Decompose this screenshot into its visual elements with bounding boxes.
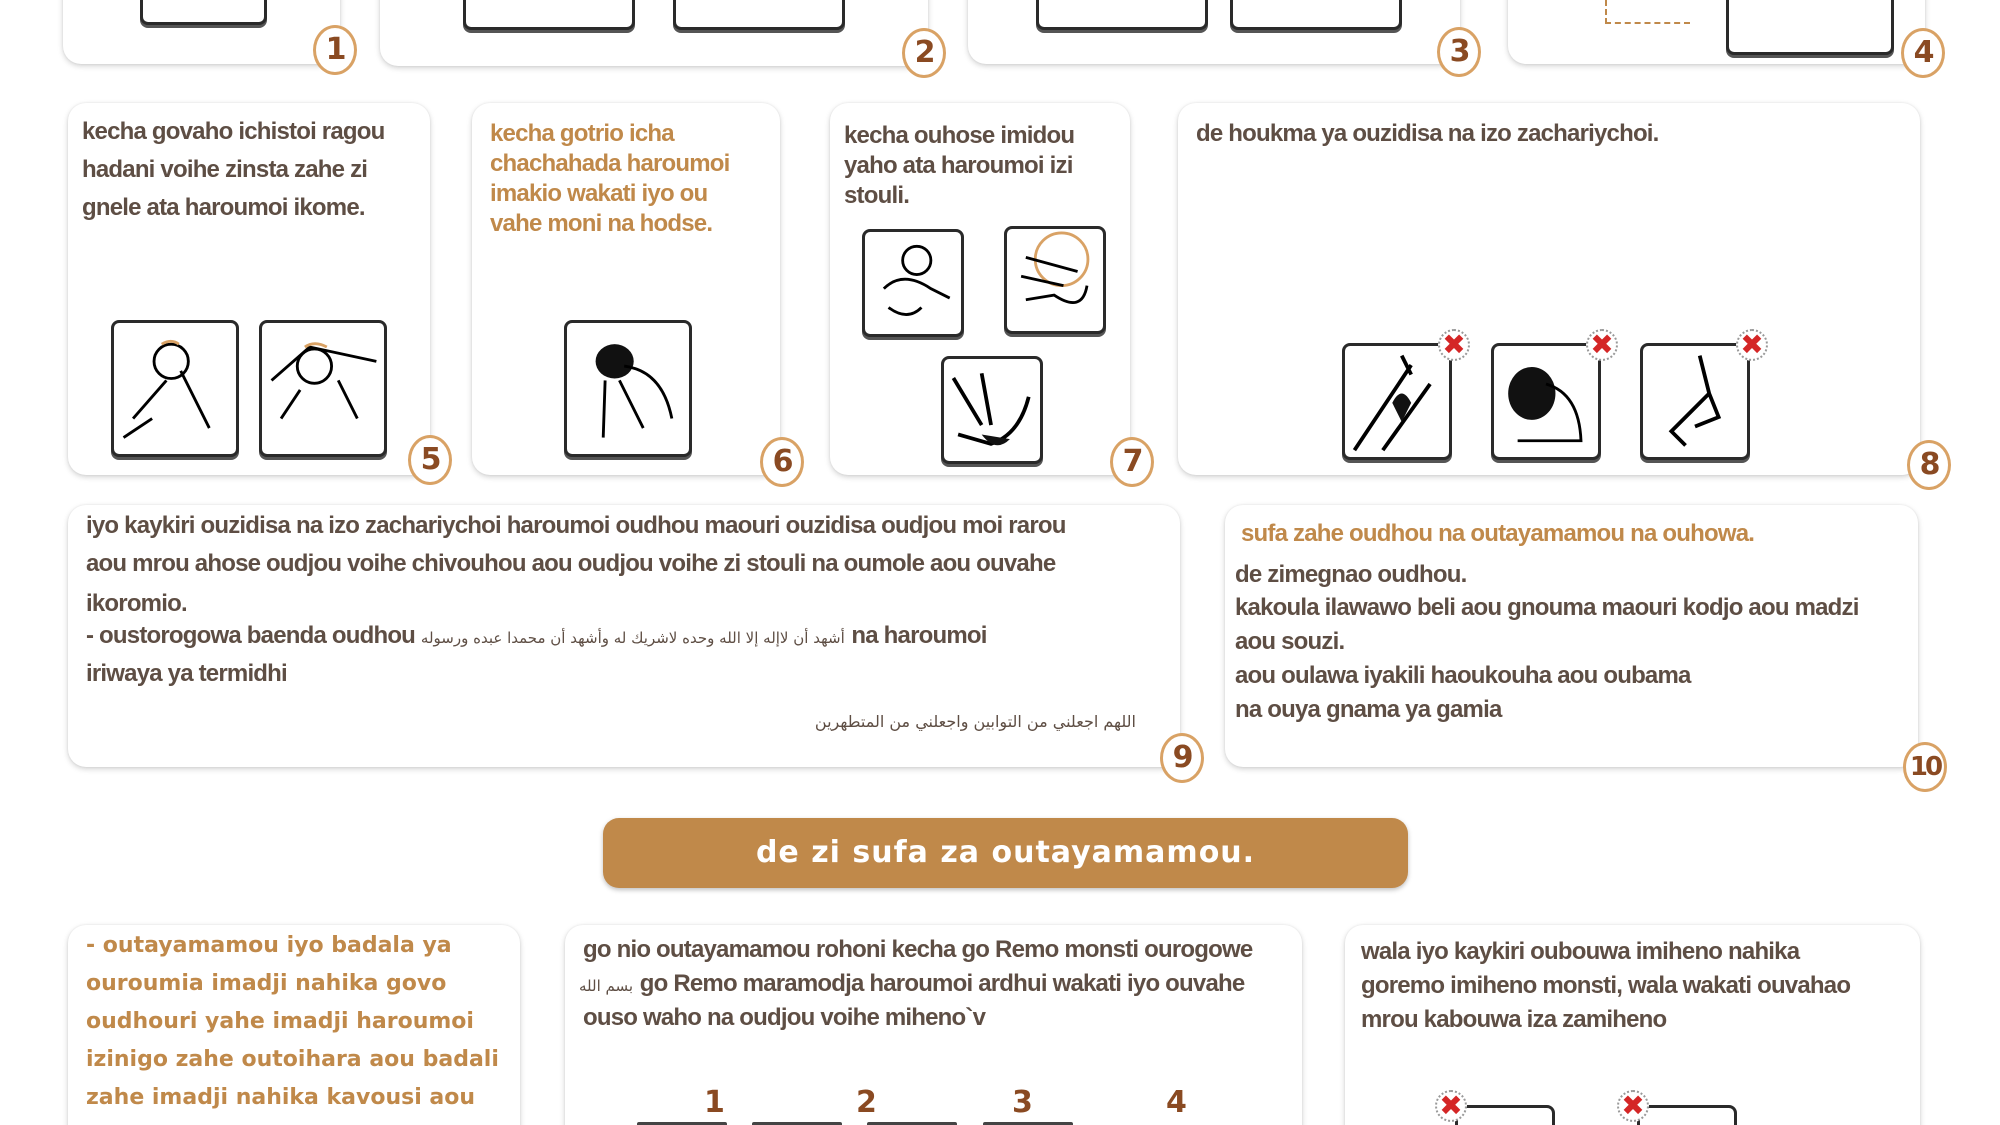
step-5-text: kecha govaho ichistoi ragou hadani voihe zinsta zahe zi gnele ata haroumoi ikome. — [82, 118, 385, 221]
step-9-line-1: iyo kaykiri ouzidisa na izo zachariychoi haroumoi oudhou maouri ouzidisa oudjou moi rarou — [86, 512, 1066, 539]
washing-toes-icon — [941, 356, 1043, 464]
step-badge-5: 5 — [408, 435, 452, 485]
tayammum-step-4-number: 4 — [1166, 1085, 1187, 1120]
dashed-arrow-icon — [1605, 0, 1690, 24]
hands-wiping-head-back-icon — [259, 320, 387, 457]
tayammum-1-line-2: ouroumia imadji nahika govo — [86, 971, 447, 996]
tayammum-section-banner: de zi sufa za outayamamou. — [603, 818, 1408, 888]
tayammum-2-line-3: ouso waho na oudjou voihe miheno`v — [583, 1004, 986, 1031]
step-card-7 — [830, 103, 1130, 475]
step-card-9 — [68, 505, 1180, 767]
forbidden-x-icon: ✖ — [1435, 1090, 1467, 1122]
shahada-prefix: - oustorogowa baenda oudhou — [86, 622, 416, 649]
step-badge-6: 6 — [760, 437, 804, 487]
step-card-2 — [380, 0, 928, 66]
tayammum-card-1 — [68, 925, 520, 1125]
step-badge-8: 8 — [1907, 440, 1951, 490]
step-badge-3: 3 — [1437, 27, 1481, 77]
forbidden-act-2-icon — [1491, 343, 1601, 460]
invalid-tayammum-1-icon — [1455, 1105, 1555, 1125]
forbidden-act-3-icon — [1640, 343, 1750, 460]
tayammum-step-2-number: 2 — [856, 1085, 877, 1120]
mouth-rinse-icon — [463, 0, 635, 30]
tayammum-2-line-2-text: go Remo maramodja haroumoi ardhui wakati iyo ouvahe — [639, 970, 1245, 997]
dua-arabic: اللهم اجعلني من التوابين واجعلني من المتطهرين — [814, 712, 1136, 731]
tayammum-1-line-5: zahe imadji nahika kavousi aou — [86, 1085, 476, 1110]
shahada-suffix: na haroumoi — [851, 622, 987, 649]
step-card-1 — [63, 0, 340, 64]
step-9-line-2: aou mrou ahose oudjou voihe chivouhou aou oudjou voihe zi stouli na oumole aou ouvahe — [86, 550, 1056, 577]
step-card-10 — [1225, 505, 1918, 767]
tayammum-2-line-2 — [579, 969, 1244, 1001]
step-10-title: sufa zahe oudhou na outayamamou na ouhowa. — [1241, 520, 1755, 547]
washing-ankle-icon — [1004, 226, 1106, 334]
step-9-line-3: ikoromio. — [86, 590, 187, 617]
step-10-line-2: kakoula ilawawo beli aou gnouma maouri kodjo aou madzi — [1235, 594, 1859, 621]
step-badge-4: 4 — [1901, 28, 1945, 78]
forbidden-x-icon: ✖ — [1586, 329, 1618, 361]
basmala-arabic: بسم الله — [579, 977, 634, 995]
step-10-line-3: aou souzi. — [1235, 628, 1345, 655]
arm-washing-icon — [1230, 0, 1402, 30]
shahada-arabic: أشهد أن لاإله إلا الله وحده لاشريك له وأشهد أن محمدا عبده ورسوله — [420, 629, 845, 647]
step-badge-9: 9 — [1160, 733, 1204, 783]
step-10-line-1: de zimegnao oudhou. — [1235, 561, 1467, 588]
invalid-tayammum-2-icon — [1637, 1105, 1737, 1125]
hands-wiping-head-icon — [111, 320, 239, 457]
step-badge-1: 1 — [313, 25, 357, 75]
forbidden-x-icon: ✖ — [1617, 1090, 1649, 1122]
nose-rinse-icon — [673, 0, 845, 30]
step-badge-2: 2 — [902, 28, 946, 78]
step-card-5 — [68, 103, 430, 475]
step-10-line-5: na ouya gnama ya gamia — [1235, 696, 1502, 723]
hand-over-ear-icon — [564, 320, 692, 457]
tayammum-3-line-2: goremo imiheno monsti, wala wakati ouvahao — [1361, 972, 1851, 999]
step-badge-10: 10 — [1903, 742, 1947, 792]
forbidden-x-icon: ✖ — [1438, 329, 1470, 361]
tayammum-3-line-3: mrou kabouwa iza zamiheno — [1361, 1006, 1667, 1033]
tayammum-1-line-1: - outayamamou iyo badala ya — [86, 933, 452, 958]
tayammum-step-1-number: 1 — [704, 1085, 725, 1120]
step-card-6 — [472, 103, 780, 475]
tayammum-step-3-number: 3 — [1012, 1085, 1033, 1120]
forbidden-x-icon: ✖ — [1736, 329, 1768, 361]
washing-feet-icon — [862, 229, 964, 337]
hand-washing-icon — [140, 0, 267, 25]
face-washing-icon — [1036, 0, 1208, 30]
step-7-text: kecha ouhose imidou yaho ata haroumoi izi stouli. — [844, 122, 1075, 209]
tayammum-card-2 — [565, 925, 1302, 1125]
tayammum-card-3 — [1345, 925, 1920, 1125]
step-9-line-5: iriwaya ya termidhi — [86, 660, 287, 687]
step-8-text: de houkma ya ouzidisa na izo zachariychoi. — [1196, 120, 1659, 147]
step-card-4 — [1508, 0, 1925, 64]
tayammum-1-line-4: izinigo zahe outoihara aou badali — [86, 1047, 499, 1072]
tayammum-2-line-1: go nio outayamamou rohoni kecha go Remo monsti ourogowe — [583, 936, 1253, 963]
step-card-8 — [1178, 103, 1920, 475]
step-card-3 — [968, 0, 1460, 64]
step-10-line-4: aou oulawa iyakili haoukouha aou oubama — [1235, 662, 1691, 689]
step-9-line-4 — [86, 617, 987, 657]
elbow-washing-icon — [1726, 0, 1894, 55]
tayammum-3-line-1: wala iyo kaykiri oubouwa imiheno nahika — [1361, 938, 1800, 965]
tayammum-1-line-3: oudhouri yahe imadji haroumoi — [86, 1009, 474, 1034]
forbidden-act-1-icon — [1342, 343, 1452, 460]
step-6-text: kecha gotrio icha chachahada haroumoi imakio wakati iyo ou vahe moni na hodse. — [490, 120, 730, 237]
step-badge-7: 7 — [1110, 437, 1154, 487]
